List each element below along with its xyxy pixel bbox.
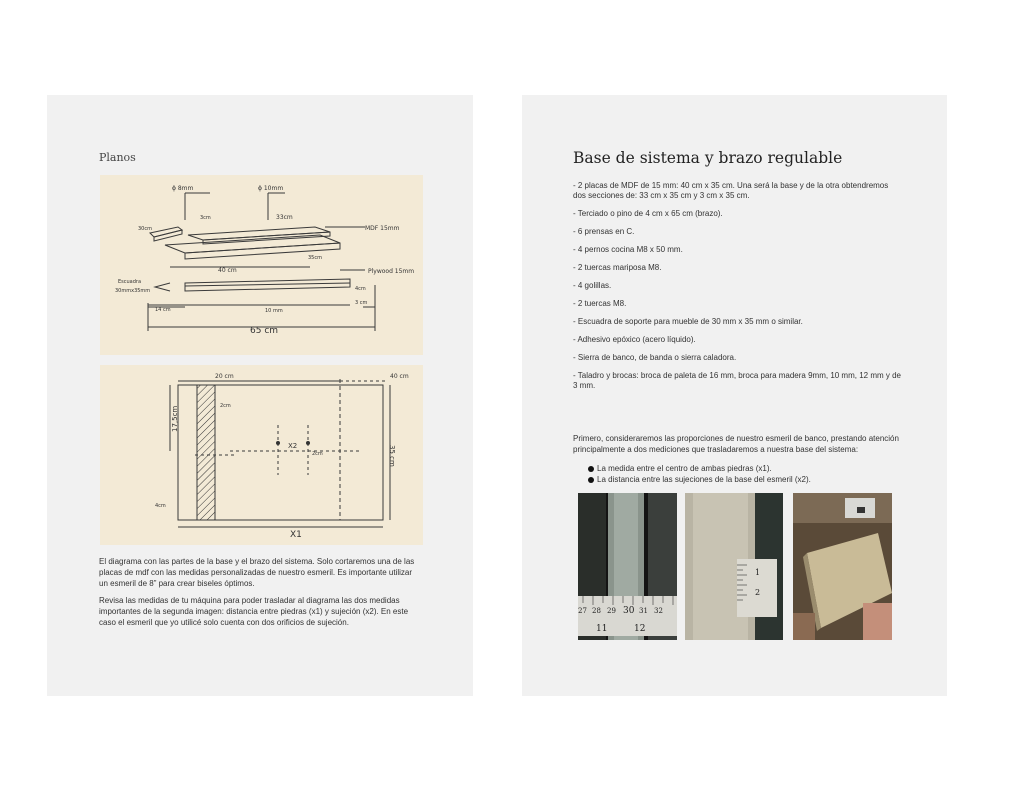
left-page: [47, 95, 473, 696]
measurement-instructions: Revisa las medidas de tu máquina para poder trasladar al diagrama las dos medidas importantes de la segunda imagen: distancia entre piedras (x1) y sujeción (x2). En este caso el esmeril que yo utilicé solo cuenta con dos orificios de sujeción.: [99, 596, 409, 627]
dim-label: 3 cm: [355, 300, 368, 306]
dim-label: 20 cm: [215, 373, 234, 380]
ruler-number: 29: [607, 607, 616, 615]
right-page: [522, 95, 947, 696]
materials-item: - 4 pernos cocina M8 x 50 mm.: [573, 244, 683, 254]
bullet-text: La medida entre el centro de ambas piedras (x1).: [597, 464, 772, 473]
grinder-stone-closeup-photo: [685, 493, 783, 640]
dim-label: 17,5cm: [171, 405, 179, 432]
placement-diagram-sketch: [100, 365, 423, 545]
dim-label: 65 cm: [250, 326, 279, 336]
ruler-number: 12: [634, 624, 646, 634]
bullet-icon: [588, 466, 594, 472]
dim-label: ϕ 8mm: [172, 185, 194, 192]
placement-diagram-drawing: [100, 365, 423, 545]
materials-item: - Terciado o pino de 4 cm x 65 cm (brazo).: [573, 208, 723, 218]
materials-item: - 2 tuercas mariposa M8.: [573, 262, 662, 272]
materials-list: [573, 181, 903, 399]
base-diagram-sketch: [100, 175, 423, 355]
bullet-item: [588, 474, 811, 485]
dim-label: 30mmx35mm: [115, 288, 151, 294]
dim-label: 30cm: [138, 226, 152, 232]
dim-label: 33cm: [276, 214, 293, 221]
materials-item: - 2 placas de MDF de 15 mm: 40 cm x 35 cm. Una será la base y de la otra obtendremos dos secciones de: 33 cm x 35 cm y 3 cm x 35 cm.: [573, 181, 889, 200]
grinder-stones-photo: [578, 493, 677, 640]
dim-label: 2cm: [312, 451, 323, 457]
materials-item: - Sierra de banco, de banda o sierra caladora.: [573, 353, 737, 363]
ruler-number: 1: [755, 568, 761, 577]
materials-item: - Taladro y brocas: broca de paleta de 16 mm, broca para madera 9mm, 10 mm, 12 mm y de 3 mm.: [573, 371, 901, 390]
dim-label: 2cm: [220, 403, 231, 409]
dim-label: X2: [288, 442, 298, 450]
materials-item: - 2 tuercas M8.: [573, 299, 627, 309]
dim-label: 10 mm: [265, 308, 283, 314]
materials-item: - 6 prensas en C.: [573, 226, 635, 236]
ruler-number: 31: [639, 607, 648, 615]
dim-label: Plywood 15mm: [368, 268, 415, 275]
grinder-base-photo: [793, 493, 892, 640]
dim-label: 40 cm: [390, 373, 409, 380]
base-diagram-drawing: [100, 175, 423, 355]
dim-label: Escuadra: [118, 279, 142, 285]
dim-label: 3cm: [200, 215, 211, 221]
materials-item: - Escuadra de soporte para mueble de 30 mm x 35 mm o similar.: [573, 317, 803, 327]
dim-label: ϕ 10mm: [258, 185, 284, 192]
ruler-number: 27: [578, 607, 587, 615]
dim-label: 4cm: [155, 503, 166, 509]
materials-item: - Adhesivo epóxico (acero líquido).: [573, 335, 696, 345]
intro-paragraph: Primero, consideraremos las proporciones de nuestro esmeril de banco, prestando atención principalmente a dos mediciones que trasladaremos a nuestra base del sistema:: [573, 434, 899, 454]
dim-label: X1: [290, 530, 302, 540]
ruler-number: 28: [592, 607, 601, 615]
ruler-number: 30: [623, 606, 635, 616]
ruler-number: 32: [654, 607, 663, 615]
diagram-description: El diagrama con las partes de la base y el brazo del sistema. Solo cortaremos una de las placas de mdf con las medidas personalizadas de nuestro esmeril. Es importante utilizar un esmeril de 8” para crear biseles óptimos.: [99, 557, 415, 588]
dim-label: 35cm: [308, 255, 322, 261]
dim-label: 4cm: [355, 286, 366, 292]
ruler-number: 11: [596, 624, 608, 634]
bullet-item: [588, 463, 811, 474]
page-title: Planos: [99, 151, 136, 164]
bullet-text: La distancia entre las sujeciones de la base del esmeril (x2).: [597, 475, 811, 484]
dim-label: 40 cm: [218, 267, 237, 274]
materials-item: - 4 golillas.: [573, 280, 612, 290]
dim-label: 35 cm: [388, 445, 396, 467]
measurement-bullets: [588, 463, 811, 485]
ruler-number: 2: [755, 588, 761, 597]
bullet-icon: [588, 477, 594, 483]
dim-label: MDF 15mm: [365, 225, 400, 232]
page-title: Base de sistema y brazo regulable: [573, 149, 843, 167]
dim-label: 14 cm: [155, 307, 171, 313]
